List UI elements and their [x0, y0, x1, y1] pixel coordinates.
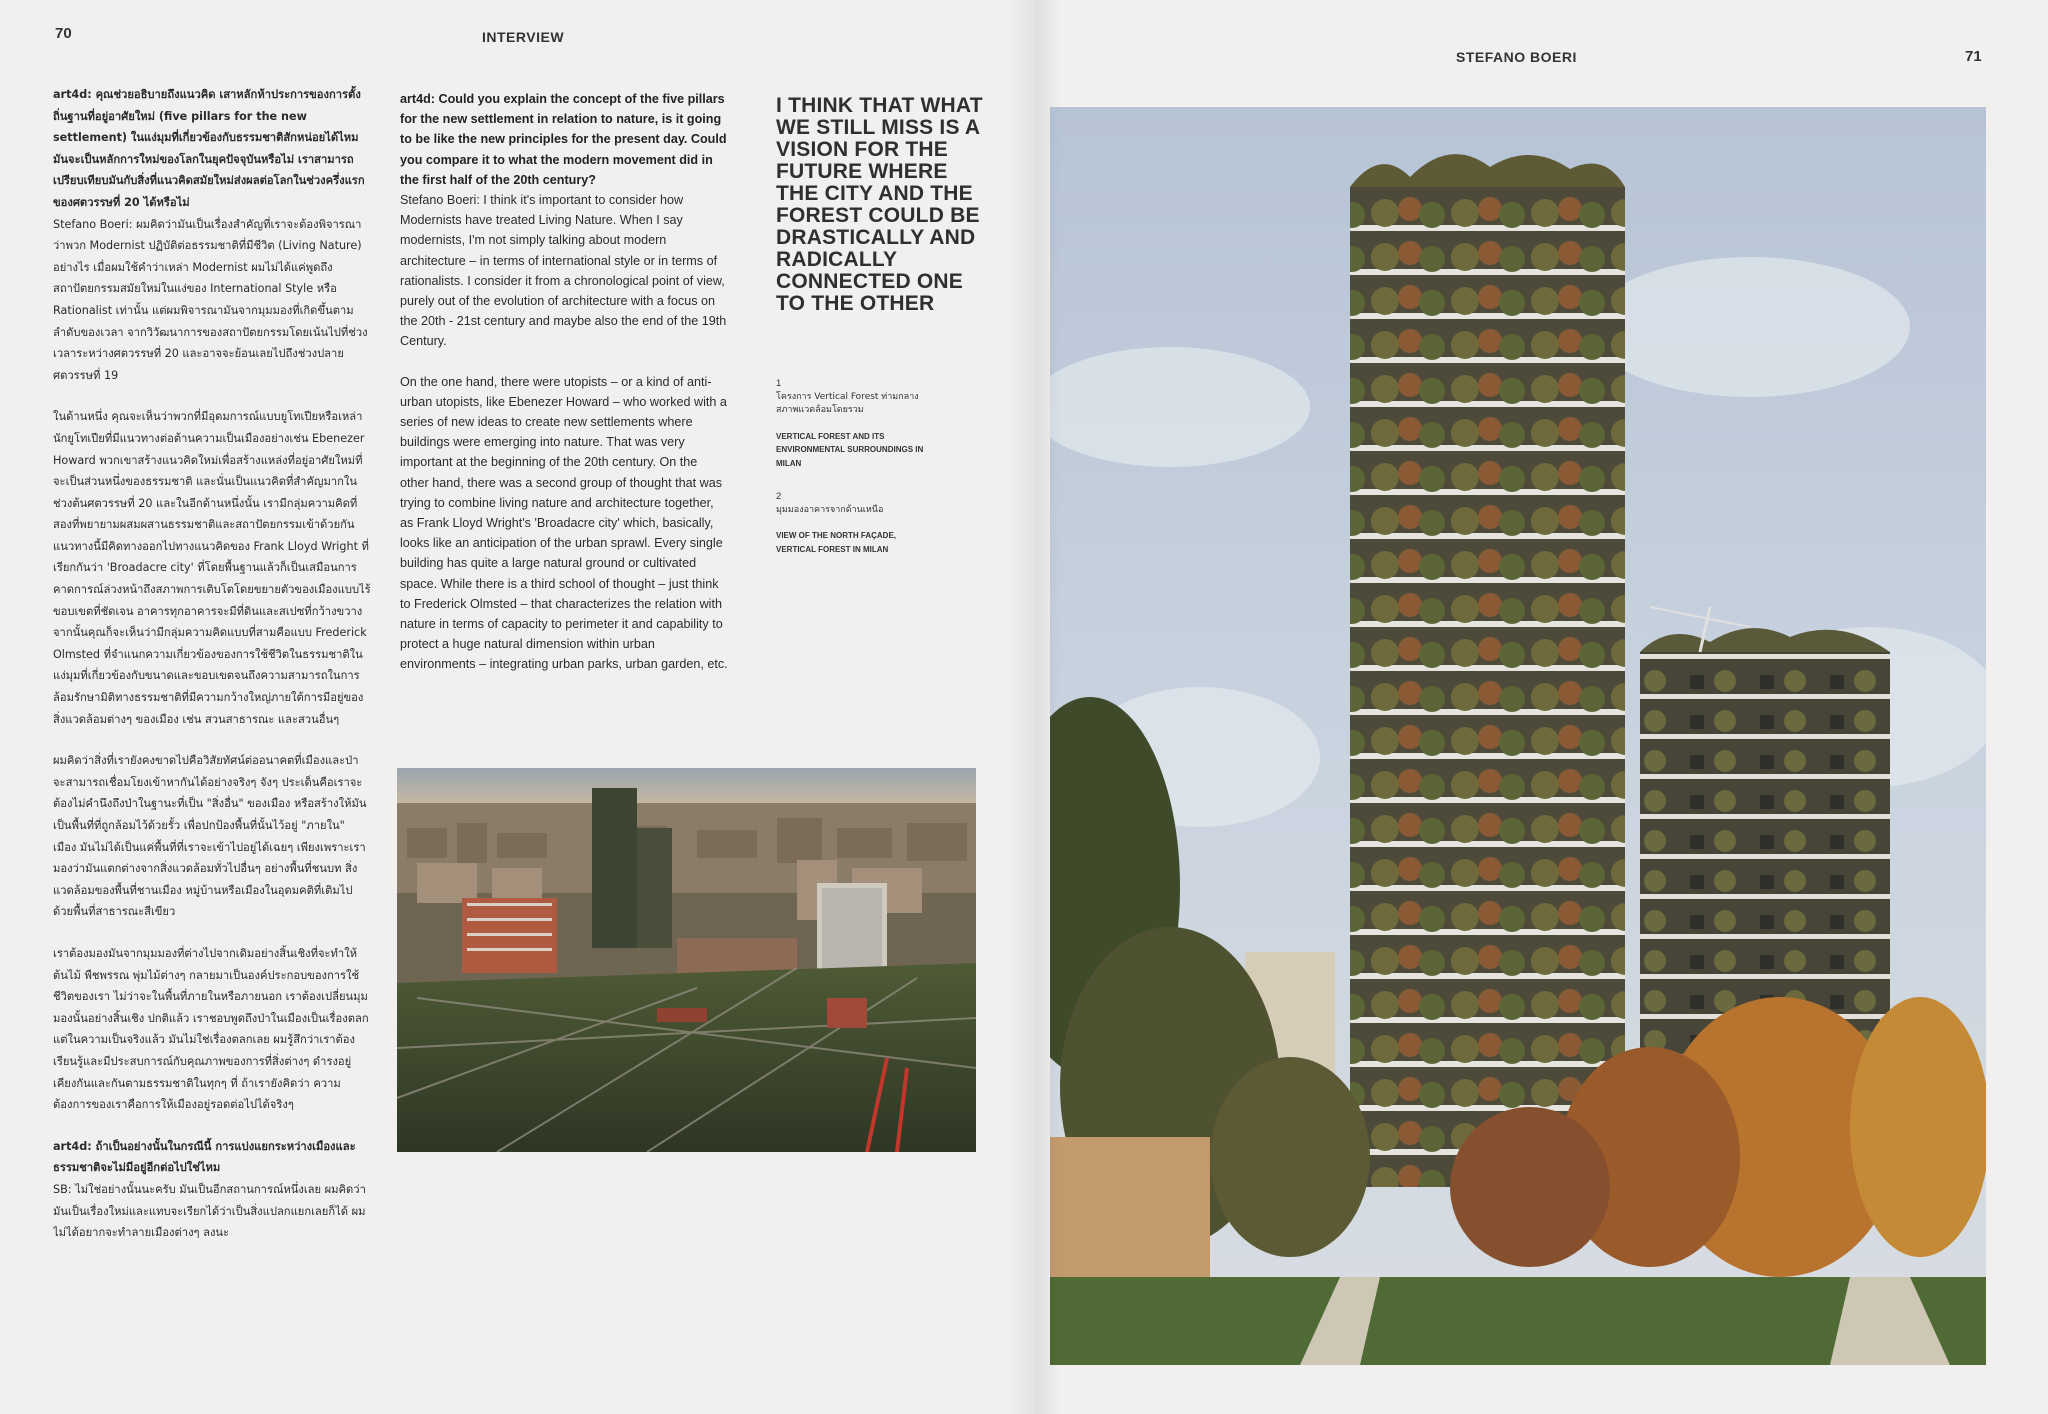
thai-question-1: art4d: คุณช่วยอธิบายถึงแนวคิด เสาหลักห้าประการของการตั้งถิ่นฐานที่อยู่อาศัยใหม่ (five pillars for the new settlement) ในแง่มุมที่เกี่ยวข้องกับธรรมชาติสักหน่อยได้ไหม มันจะเป็นหลักการใหม่ของโลกในยุคปัจจุบันหรือไม่ เราสามารถเปรียบเทียบมันกับสิ่งที่แนวคิดสมัยใหม่ส่งผลต่อโลกในช่วงครึ่งแรกของศตวรรษที่ 20 ได้หรือไม่	[53, 88, 365, 209]
caption-1-english: VERTICAL FOREST AND ITS ENVIRONMENTAL SURROUNDINGS IN MILAN	[776, 431, 924, 468]
thai-question-2: art4d: ถ้าเป็นอย่างนั้นในกรณีนี้ การแบ่งแยกระหว่างเมืองและธรรมชาติจะไม่มีอยู่อีกต่อไปใช่ไหม	[53, 1139, 356, 1175]
page-number-right: 71	[1965, 48, 1982, 65]
page-number-left: 70	[55, 25, 72, 42]
english-question-1: art4d: Could you explain the concept of the five pillars for the new settlement in relation to nature, is it going to be like the new principles for the present day. Could you compare it to what the modern movement did in the first half of the 20th century?	[400, 92, 727, 187]
english-paragraph-2: On the one hand, there were utopists – or a kind of anti-urban utopists, like Ebenezer Howard – who worked with a series of new ideas to create new settlements where buildings were emerging into nature. That was very important at the beginning of the 20th century. On the other hand, there was a second group of thought that was trying to combine living nature and architecture together, as Frank Lloyd Wright's 'Broadacre city' which, basically, looks like an anticipation of the urban sprawl. Every single building has quite a large natural ground or cultivated space. While there is a third school of thought – just think to Frederick Olmsted – that characterizes the relation with nature in terms of capacity to perimeter it and capability to protect a huge natural dimension within urban environments – integrating urban parks, urban garden, etc.	[400, 374, 728, 672]
running-head-right: STEFANO BOERI	[1456, 49, 1577, 65]
caption-1-thai: โครงการ Vertical Forest ท่ามกลางสภาพแวดล้อมโดยรวม	[776, 391, 919, 415]
captions	[776, 377, 926, 576]
thai-paragraph-4: เราต้องมองมันจากมุมมองที่ต่างไปจากเดิมอย่างสิ้นเชิงที่จะทำให้ต้นไม้ พืชพรรณ พุ่มไม้ต่างๆ กลายมาเป็นองค์ประกอบของการใช้ชีวิตของเรา ไม่ว่าจะในพื้นที่ภายในหรือภายนอก เราต้องเปลี่ยนมุมมองนั้นอย่างสิ้นเชิง ปกติแล้ว เราชอบพูดถึงป่าในเมืองเป็นเรื่องตลก แต่ในความเป็นจริงแล้ว มันไม่ใช่เรื่องตลกเลย ผมรู้สึกว่าเราต้องเรียนรู้และมีประสบการณ์กับคุณภาพของการที่สิ่งต่างๆ ดำรงอยู่เคียงกันและกันตามธรรมชาติในทุกๆ ที่ ถ้าเรายังคิดว่า ความต้องการของเราคือการให้เมืองอยู่รอดต่อไปได้จริงๆ	[53, 946, 369, 1112]
aerial-view-photo	[397, 768, 976, 1152]
pull-quote: I THINK THAT WHAT WE STILL MISS IS A VISION FOR THE FUTURE WHERE THE CITY AND THE FOREST COULD BE DRASTICALLY AND RADICALLY CONNECTED ONE TO THE OTHER	[776, 94, 983, 315]
thai-text-column	[53, 84, 371, 1344]
caption-1-number: 1	[776, 378, 782, 389]
thai-answer-1: Stefano Boeri: ผมคิดว่ามันเป็นเรื่องสำคัญที่เราจะต้องพิจารณาว่าพวก Modernist ปฏิบัติต่อธรรมชาติที่มีชีวิต (Living Nature) อย่างไร เมื่อผมใช้คำว่าเหล่า Modernist ผมไม่ได้แค่พูดถึงสถาปัตยกรรมสมัยใหม่ในแง่ของ International Style หรือ Rationalist เท่านั้น แต่ผมพิจารณามันจากมุมมองที่เกิดขึ้นตามลำดับของเวลา จากวิวัฒนาการของสถาปัตยกรรมโดยเน้นไปที่ช่วงเวลาระหว่างศตวรรษที่ 20 และอาจจะย้อนเลยไปถึงช่วงปลายศตวรรษที่ 19	[53, 217, 368, 382]
caption-2-english: VIEW OF THE NORTH FAÇADE, VERTICAL FOREST IN MILAN	[776, 531, 896, 554]
thai-paragraph-3: ผมคิดว่าสิ่งที่เรายังคงขาดไปคือวิสัยทัศน์ต่ออนาคตที่เมืองและป่าจะสามารถเชื่อมโยงเข้าหากันได้อย่างจริงๆ จังๆ ประเด็นคือเราจะต้องไม่คำนึงถึงป่าในฐานะที่เป็น "สิ่งอื่น" ของเมือง หรือสร้างให้มันเป็นพื้นที่ที่ถูกล้อมไว้ด้วยรั้ว เพื่อปกป้องพื้นที่นั้นไว้อยู่ "ภายใน" เมือง มันไม่ได้เป็นแค่พื้นที่ที่เราจะเข้าไปอยู่ได้เฉยๆ เพียงเพราะเรามองว่ามันแตกต่างจากสิ่งแวดล้อมทั่วไปอื่นๆ อย่างพื้นที่ชนบท สิ่งแวดล้อมของพื้นที่ชานเมือง หมู่บ้านหรือเมืองในอุดมคติที่เติมไปด้วยพื้นที่สาธารณะสีเขียว	[53, 754, 367, 919]
page-fold-shadow	[1010, 0, 1060, 1414]
caption-2-thai: มุมมองอาคารจากด้านเหนือ	[776, 504, 884, 515]
running-head-left: INTERVIEW	[482, 29, 565, 45]
english-text-column	[400, 89, 728, 729]
caption-2-number: 2	[776, 491, 782, 502]
towers-photo-illustration	[1050, 107, 1986, 1365]
vertical-forest-towers-photo	[1050, 107, 1986, 1365]
thai-answer-2: SB: ไม่ใช่อย่างนั้นนะครับ มันเป็นอีกสถานการณ์หนึ่งเลย ผมคิดว่ามันเป็นเรื่องใหม่และแทบจะเรียกได้ว่าเป็นสิ่งแปลกแยกเลยก็ได้ ผมไม่ได้อยากจะทำลายเมืองต่างๆ ลงนะ	[53, 1182, 366, 1240]
english-answer-1: Stefano Boeri: I think it's important to consider how Modernists have treated Living Nature. When I say modernists, I'm not simply talking about modern architecture – in terms of international style or in terms of rationalists. I consider it from a chronological point of view, purely out of the evolution of architecture with a focus on the 20th - 21st century and maybe also the end of the 19th Century.	[400, 193, 727, 349]
caption-1	[776, 377, 926, 470]
aerial-photo-illustration	[397, 768, 976, 1152]
thai-paragraph-2: ในด้านหนึ่ง คุณจะเห็นว่าพวกที่มีอุดมการณ์แบบยูโทเปียหรือเหล่านักยูโทเปียที่มีแนวทางต่อต้านความเป็นเมืองอย่างเช่น Ebenezer Howard พวกเขาสร้างแนวคิดใหม่เพื่อสร้างแหล่งที่อยู่อาศัยใหม่ที่จะเป็นส่วนหนึ่งของธรรมชาติ และนั่นเป็นแนวคิดที่สำคัญมากในช่วงต้นศตวรรษที่ 20 และในอีกด้านหนึ่งนั้น เรามีกลุ่มความคิดที่สองที่พยายามผสมผสานธรรมชาติและสถาปัตยกรรมเข้าด้วยกัน แนวทางนี้มีคิดทางออกไปทางแนวคิดของ Frank Lloyd Wright ที่เรียกกันว่า 'Broadacre city' ที่โดยพื้นฐานแล้วก็เป็นเสมือนการคาดการณ์ล่วงหน้าถึงสภาพการเติบโตโดยขยายตัวของเมืองแบบไร้ขอบเขตที่ชัดเจน อาคารทุกอาคารจะมีที่ดินและสเปซที่กว้างขวาง จากนั้นคุณก็จะเห็นว่ามีกลุ่มความคิดแบบที่สามคือแบบ Frederick Olmsted ที่จำแนกความเกี่ยวข้องของการใช้ชีวิตในธรรมชาติในแง่มุมที่เกี่ยวข้องกับขนาดและขอบเขตจนถึงความสามารถในการล้อมรักษามิติทางธรรมชาติที่มีความกว้างใหญ่ภายใต้การมีอยู่ของสิ่งแวดล้อมต่างๆ ของเมือง เช่น สวนสาธารณะ และสวนอื่นๆ	[53, 410, 371, 726]
caption-2	[776, 490, 926, 556]
